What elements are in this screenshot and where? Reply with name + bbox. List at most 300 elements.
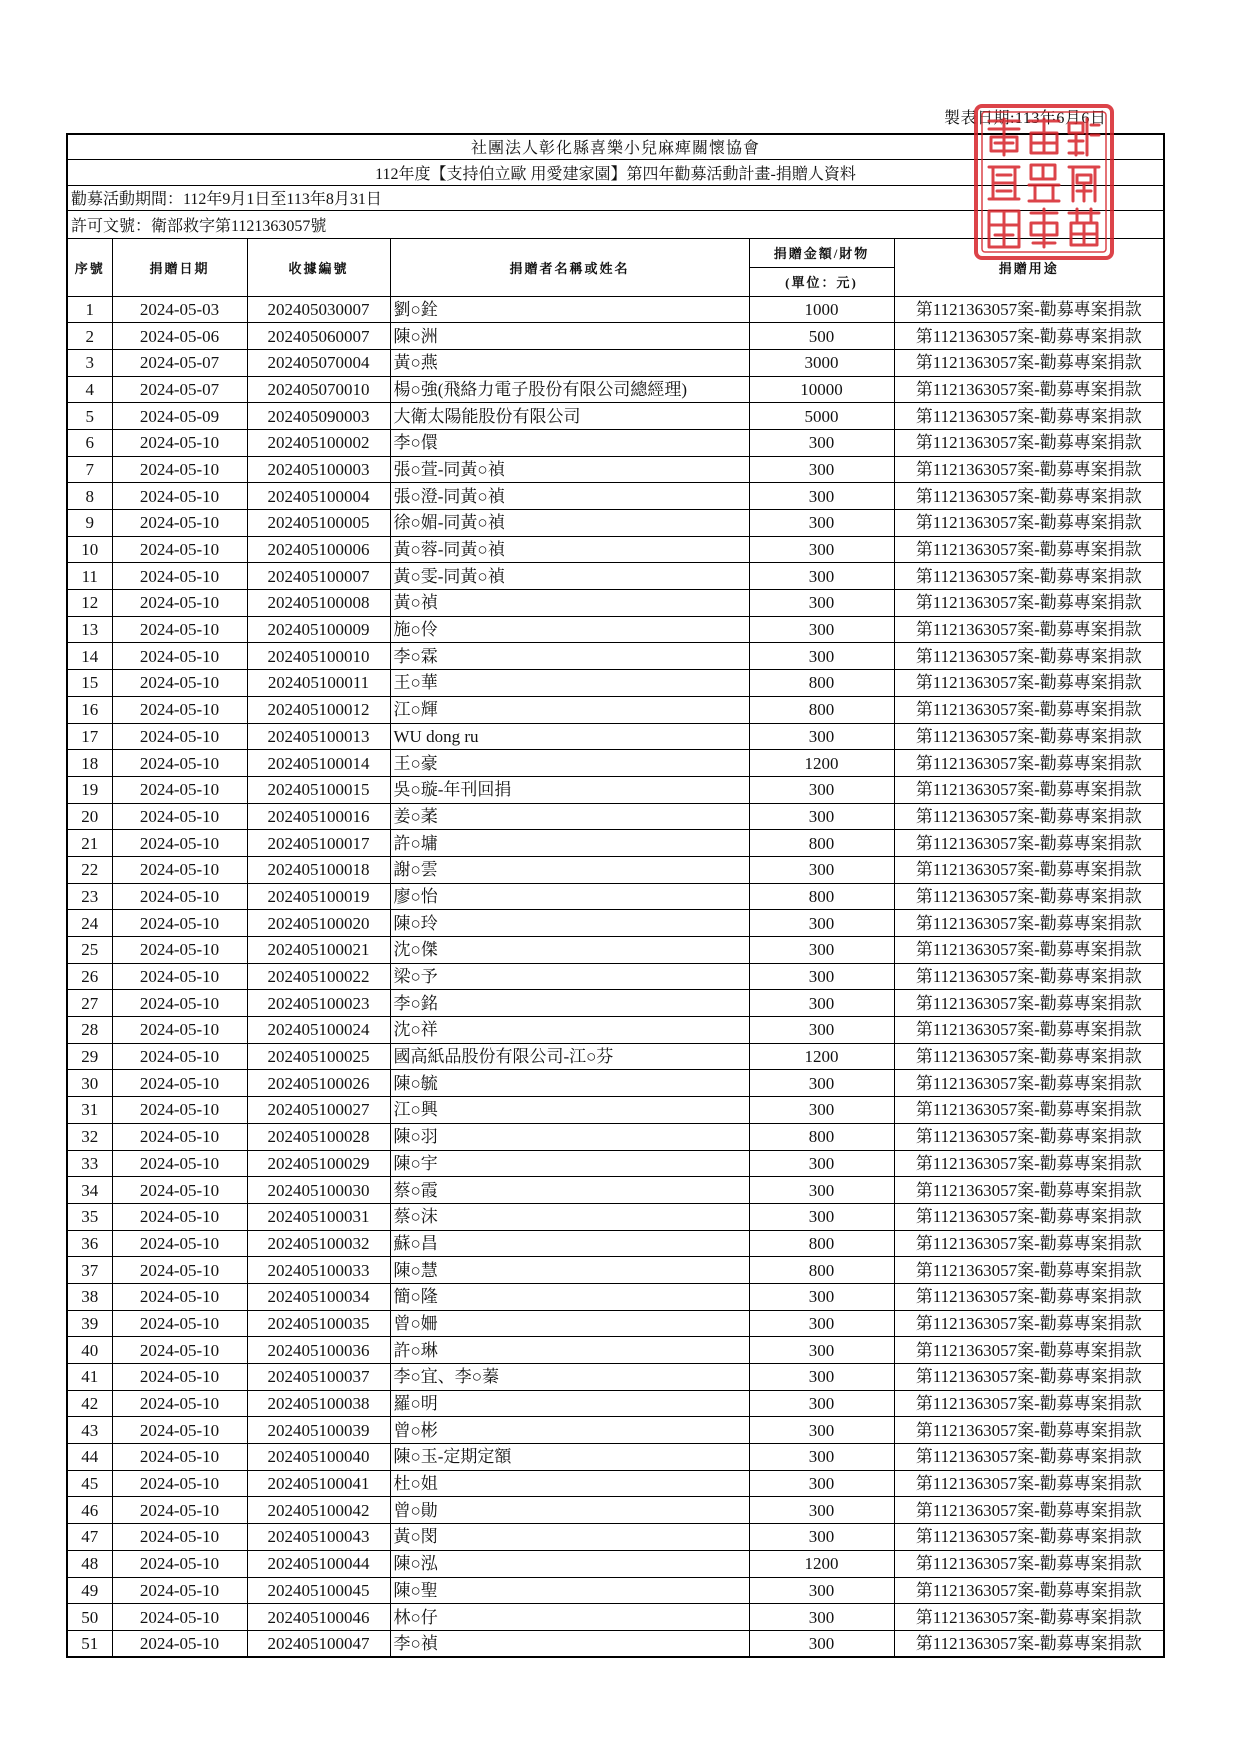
purpose-cell: 第1121363057案-勸募專案捐款 [894, 670, 1164, 697]
amount-cell: 300 [749, 536, 894, 563]
donation-date-cell: 2024-05-10 [112, 1417, 247, 1444]
campaign-period: 勸募活動期間：112年9月1日至113年8月31日 [67, 185, 1164, 210]
purpose-cell: 第1121363057案-勸募專案捐款 [894, 1230, 1164, 1257]
table-row [67, 456, 1164, 483]
donation-date-cell: 2024-05-10 [112, 1630, 247, 1657]
donor-name-cell: 張○澄-同黃○禎 [390, 483, 749, 510]
donation-date-cell: 2024-05-10 [112, 990, 247, 1017]
receipt-number-cell: 202405100022 [247, 963, 390, 990]
donor-name-cell: 陳○洲 [390, 323, 749, 350]
receipt-number-cell: 202405100045 [247, 1577, 390, 1604]
seq-cell: 40 [67, 1337, 112, 1364]
receipt-number-cell: 202405100002 [247, 429, 390, 456]
donor-name-cell: 陳○羽 [390, 1123, 749, 1150]
receipt-number-cell: 202405100015 [247, 776, 390, 803]
seq-cell: 49 [67, 1577, 112, 1604]
donation-date-cell: 2024-05-10 [112, 856, 247, 883]
amount-cell: 300 [749, 1017, 894, 1044]
amount-cell: 300 [749, 910, 894, 937]
purpose-cell: 第1121363057案-勸募專案捐款 [894, 830, 1164, 857]
purpose-cell: 第1121363057案-勸募專案捐款 [894, 616, 1164, 643]
amount-cell: 800 [749, 1230, 894, 1257]
col-header-date: 捐贈日期 [112, 238, 247, 296]
amount-cell: 300 [749, 1177, 894, 1204]
donor-name-cell: 江○興 [390, 1097, 749, 1124]
purpose-cell: 第1121363057案-勸募專案捐款 [894, 1177, 1164, 1204]
amount-cell: 300 [749, 723, 894, 750]
seq-cell: 45 [67, 1470, 112, 1497]
table-row [67, 1177, 1164, 1204]
receipt-number-cell: 202405100014 [247, 750, 390, 777]
seq-cell: 26 [67, 963, 112, 990]
plan-title: 112年度【支持伯立歐 用愛建家園】第四年勸募活動計畫-捐贈人資料 [67, 159, 1164, 185]
donation-date-cell: 2024-05-10 [112, 456, 247, 483]
donation-date-cell: 2024-05-06 [112, 323, 247, 350]
seq-cell: 31 [67, 1097, 112, 1124]
table-row [67, 349, 1164, 376]
seq-cell: 10 [67, 536, 112, 563]
donation-date-cell: 2024-05-10 [112, 1577, 247, 1604]
table-row [67, 1524, 1164, 1551]
seq-cell: 36 [67, 1230, 112, 1257]
table-row [67, 1310, 1164, 1337]
receipt-number-cell: 202405100026 [247, 1070, 390, 1097]
receipt-number-cell: 202405100046 [247, 1604, 390, 1631]
amount-cell: 300 [749, 1070, 894, 1097]
donor-name-cell: 陳○玉-定期定額 [390, 1444, 749, 1471]
seq-cell: 50 [67, 1604, 112, 1631]
amount-cell: 5000 [749, 403, 894, 430]
donor-table [66, 133, 1165, 1658]
donation-date-cell: 2024-05-10 [112, 590, 247, 617]
purpose-cell: 第1121363057案-勸募專案捐款 [894, 803, 1164, 830]
col-header-purpose: 捐贈用途 [894, 238, 1164, 296]
donor-name-cell: 黃○禎 [390, 590, 749, 617]
table-row [67, 696, 1164, 723]
seq-cell: 23 [67, 883, 112, 910]
seq-cell: 27 [67, 990, 112, 1017]
donor-name-cell: 黃○雯-同黃○禎 [390, 563, 749, 590]
donation-date-cell: 2024-05-10 [112, 1070, 247, 1097]
table-row [67, 776, 1164, 803]
donation-date-cell: 2024-05-07 [112, 376, 247, 403]
seq-cell: 7 [67, 456, 112, 483]
donation-date-cell: 2024-05-10 [112, 483, 247, 510]
receipt-number-cell: 202405100036 [247, 1337, 390, 1364]
purpose-cell: 第1121363057案-勸募專案捐款 [894, 856, 1164, 883]
seq-cell: 47 [67, 1524, 112, 1551]
purpose-cell: 第1121363057案-勸募專案捐款 [894, 483, 1164, 510]
donor-name-cell: 許○琳 [390, 1337, 749, 1364]
receipt-number-cell: 202405070010 [247, 376, 390, 403]
amount-cell: 300 [749, 1497, 894, 1524]
amount-cell: 300 [749, 1310, 894, 1337]
seq-cell: 15 [67, 670, 112, 697]
amount-cell: 3000 [749, 349, 894, 376]
purpose-cell: 第1121363057案-勸募專案捐款 [894, 1150, 1164, 1177]
amount-cell: 300 [749, 1444, 894, 1471]
print-date: 製表日期:113年6月6日 [944, 110, 1107, 127]
amount-cell: 1000 [749, 296, 894, 323]
seq-cell: 3 [67, 349, 112, 376]
table-row [67, 483, 1164, 510]
receipt-number-cell: 202405100017 [247, 830, 390, 857]
col-header-amount: 捐贈金額/財物 [749, 238, 894, 267]
receipt-number-cell: 202405070004 [247, 349, 390, 376]
donor-name-cell: 李○宜、李○蓁 [390, 1364, 749, 1391]
donation-date-cell: 2024-05-10 [112, 1604, 247, 1631]
donation-date-cell: 2024-05-10 [112, 723, 247, 750]
purpose-cell: 第1121363057案-勸募專案捐款 [894, 376, 1164, 403]
seq-cell: 16 [67, 696, 112, 723]
receipt-number-cell: 202405100044 [247, 1550, 390, 1577]
table-row [67, 670, 1164, 697]
donation-date-cell: 2024-05-10 [112, 643, 247, 670]
purpose-cell: 第1121363057案-勸募專案捐款 [894, 349, 1164, 376]
amount-cell: 300 [749, 1337, 894, 1364]
donor-name-cell: 曾○彬 [390, 1417, 749, 1444]
donor-name-cell: 陳○毓 [390, 1070, 749, 1097]
seq-cell: 20 [67, 803, 112, 830]
table-row [67, 1337, 1164, 1364]
receipt-number-cell: 202405100031 [247, 1203, 390, 1230]
donor-name-cell: 徐○媚-同黃○禎 [390, 510, 749, 537]
seq-cell: 11 [67, 563, 112, 590]
donation-date-cell: 2024-05-10 [112, 563, 247, 590]
receipt-number-cell: 202405100004 [247, 483, 390, 510]
seq-cell: 39 [67, 1310, 112, 1337]
donor-name-cell: WU dong ru [390, 723, 749, 750]
donation-date-cell: 2024-05-10 [112, 937, 247, 964]
seq-cell: 22 [67, 856, 112, 883]
table-row [67, 1630, 1164, 1657]
donor-name-cell: 王○豪 [390, 750, 749, 777]
seq-cell: 32 [67, 1123, 112, 1150]
amount-cell: 800 [749, 830, 894, 857]
seq-cell: 19 [67, 776, 112, 803]
donation-date-cell: 2024-05-10 [112, 1097, 247, 1124]
donation-date-cell: 2024-05-10 [112, 1337, 247, 1364]
receipt-number-cell: 202405100005 [247, 510, 390, 537]
table-row [67, 990, 1164, 1017]
amount-cell: 300 [749, 1150, 894, 1177]
purpose-cell: 第1121363057案-勸募專案捐款 [894, 776, 1164, 803]
seq-cell: 48 [67, 1550, 112, 1577]
donation-date-cell: 2024-05-10 [112, 696, 247, 723]
purpose-cell: 第1121363057案-勸募專案捐款 [894, 1390, 1164, 1417]
amount-cell: 300 [749, 1417, 894, 1444]
seq-cell: 17 [67, 723, 112, 750]
col-header-amount-unit: (單位：元) [749, 267, 894, 296]
purpose-cell: 第1121363057案-勸募專案捐款 [894, 1283, 1164, 1310]
seq-cell: 21 [67, 830, 112, 857]
donation-date-cell: 2024-05-10 [112, 1524, 247, 1551]
donation-date-cell: 2024-05-10 [112, 536, 247, 563]
seq-cell: 2 [67, 323, 112, 350]
amount-cell: 300 [749, 990, 894, 1017]
donation-date-cell: 2024-05-10 [112, 963, 247, 990]
donor-name-cell: 黃○蓉-同黃○禎 [390, 536, 749, 563]
donation-date-cell: 2024-05-10 [112, 803, 247, 830]
table-row [67, 1043, 1164, 1070]
col-header-seq: 序號 [67, 238, 112, 296]
purpose-cell: 第1121363057案-勸募專案捐款 [894, 1604, 1164, 1631]
donor-name-cell: 陳○聖 [390, 1577, 749, 1604]
donation-date-cell: 2024-05-10 [112, 616, 247, 643]
purpose-cell: 第1121363057案-勸募專案捐款 [894, 883, 1164, 910]
donation-date-cell: 2024-05-10 [112, 750, 247, 777]
donor-name-cell: 劉○銓 [390, 296, 749, 323]
donation-date-cell: 2024-05-10 [112, 1257, 247, 1284]
donation-date-cell: 2024-05-10 [112, 1550, 247, 1577]
seq-cell: 25 [67, 937, 112, 964]
receipt-number-cell: 202405100003 [247, 456, 390, 483]
amount-cell: 300 [749, 616, 894, 643]
table-row [67, 723, 1164, 750]
receipt-number-cell: 202405100030 [247, 1177, 390, 1204]
table-row [67, 1283, 1164, 1310]
table-row [67, 1257, 1164, 1284]
amount-cell: 1200 [749, 1550, 894, 1577]
donor-name-cell: 杜○姐 [390, 1470, 749, 1497]
amount-cell: 300 [749, 456, 894, 483]
donor-name-cell: 曾○勛 [390, 1497, 749, 1524]
donation-date-cell: 2024-05-10 [112, 776, 247, 803]
table-row [67, 1604, 1164, 1631]
purpose-cell: 第1121363057案-勸募專案捐款 [894, 403, 1164, 430]
table-row [67, 1444, 1164, 1471]
receipt-number-cell: 202405100043 [247, 1524, 390, 1551]
receipt-number-cell: 202405100039 [247, 1417, 390, 1444]
purpose-cell: 第1121363057案-勸募專案捐款 [894, 1550, 1164, 1577]
receipt-number-cell: 202405100009 [247, 616, 390, 643]
donor-name-cell: 沈○傑 [390, 937, 749, 964]
donation-date-cell: 2024-05-10 [112, 1310, 247, 1337]
seq-cell: 12 [67, 590, 112, 617]
receipt-number-cell: 202405030007 [247, 296, 390, 323]
amount-cell: 300 [749, 510, 894, 537]
donor-name-cell: 陳○慧 [390, 1257, 749, 1284]
seq-cell: 44 [67, 1444, 112, 1471]
receipt-number-cell: 202405100033 [247, 1257, 390, 1284]
amount-cell: 300 [749, 1604, 894, 1631]
purpose-cell: 第1121363057案-勸募專案捐款 [894, 1257, 1164, 1284]
table-row [67, 1470, 1164, 1497]
donor-name-cell: 陳○玲 [390, 910, 749, 937]
receipt-number-cell: 202405100018 [247, 856, 390, 883]
receipt-number-cell: 202405100041 [247, 1470, 390, 1497]
purpose-cell: 第1121363057案-勸募專案捐款 [894, 323, 1164, 350]
purpose-cell: 第1121363057案-勸募專案捐款 [894, 510, 1164, 537]
donation-date-cell: 2024-05-07 [112, 349, 247, 376]
donor-name-cell: 李○霖 [390, 643, 749, 670]
amount-cell: 300 [749, 1577, 894, 1604]
receipt-number-cell: 202405100020 [247, 910, 390, 937]
donor-name-cell: 林○仔 [390, 1604, 749, 1631]
receipt-number-cell: 202405100019 [247, 883, 390, 910]
receipt-number-cell: 202405100032 [247, 1230, 390, 1257]
donor-name-cell: 簡○隆 [390, 1283, 749, 1310]
table-row [67, 376, 1164, 403]
col-header-donor: 捐贈者名稱或姓名 [390, 238, 749, 296]
donation-date-cell: 2024-05-10 [112, 883, 247, 910]
table-row [67, 1364, 1164, 1391]
donor-name-cell: 羅○明 [390, 1390, 749, 1417]
table-row [67, 1070, 1164, 1097]
donor-name-cell: 楊○強(飛絡力電子股份有限公司總經理) [390, 376, 749, 403]
receipt-number-cell: 202405100028 [247, 1123, 390, 1150]
amount-cell: 300 [749, 1470, 894, 1497]
receipt-number-cell: 202405100008 [247, 590, 390, 617]
receipt-number-cell: 202405100023 [247, 990, 390, 1017]
amount-cell: 300 [749, 776, 894, 803]
amount-cell: 300 [749, 483, 894, 510]
purpose-cell: 第1121363057案-勸募專案捐款 [894, 1524, 1164, 1551]
purpose-cell: 第1121363057案-勸募專案捐款 [894, 1630, 1164, 1657]
amount-cell: 300 [749, 429, 894, 456]
amount-cell: 300 [749, 1283, 894, 1310]
donor-name-cell: 吳○璇-年刊回捐 [390, 776, 749, 803]
table-row [67, 1150, 1164, 1177]
donation-date-cell: 2024-05-10 [112, 1230, 247, 1257]
seq-cell: 29 [67, 1043, 112, 1070]
donor-name-cell: 施○伶 [390, 616, 749, 643]
amount-cell: 800 [749, 883, 894, 910]
seq-cell: 30 [67, 1070, 112, 1097]
amount-cell: 1200 [749, 750, 894, 777]
donor-name-cell: 梁○予 [390, 963, 749, 990]
donor-name-cell: 沈○祥 [390, 1017, 749, 1044]
official-seal-stamp [973, 103, 1115, 261]
donor-name-cell: 李○銘 [390, 990, 749, 1017]
donation-date-cell: 2024-05-10 [112, 830, 247, 857]
receipt-number-cell: 202405100007 [247, 563, 390, 590]
purpose-cell: 第1121363057案-勸募專案捐款 [894, 1097, 1164, 1124]
table-row [67, 750, 1164, 777]
donor-name-cell: 謝○雲 [390, 856, 749, 883]
table-row [67, 616, 1164, 643]
seq-cell: 34 [67, 1177, 112, 1204]
receipt-number-cell: 202405100035 [247, 1310, 390, 1337]
amount-cell: 300 [749, 1364, 894, 1391]
table-row [67, 590, 1164, 617]
amount-cell: 300 [749, 963, 894, 990]
donor-name-cell: 蔡○沫 [390, 1203, 749, 1230]
purpose-cell: 第1121363057案-勸募專案捐款 [894, 1123, 1164, 1150]
seq-cell: 51 [67, 1630, 112, 1657]
amount-cell: 800 [749, 696, 894, 723]
table-row [67, 856, 1164, 883]
receipt-number-cell: 202405100042 [247, 1497, 390, 1524]
amount-cell: 1200 [749, 1043, 894, 1070]
purpose-cell: 第1121363057案-勸募專案捐款 [894, 296, 1164, 323]
amount-cell: 300 [749, 937, 894, 964]
receipt-number-cell: 202405100029 [247, 1150, 390, 1177]
receipt-number-cell: 202405090003 [247, 403, 390, 430]
seq-cell: 41 [67, 1364, 112, 1391]
donation-date-cell: 2024-05-10 [112, 1470, 247, 1497]
purpose-cell: 第1121363057案-勸募專案捐款 [894, 910, 1164, 937]
donation-date-cell: 2024-05-09 [112, 403, 247, 430]
donor-name-cell: 曾○姍 [390, 1310, 749, 1337]
seq-cell: 14 [67, 643, 112, 670]
seq-cell: 38 [67, 1283, 112, 1310]
donation-date-cell: 2024-05-03 [112, 296, 247, 323]
seq-cell: 1 [67, 296, 112, 323]
donation-date-cell: 2024-05-10 [112, 910, 247, 937]
amount-cell: 10000 [749, 376, 894, 403]
purpose-cell: 第1121363057案-勸募專案捐款 [894, 536, 1164, 563]
seq-cell: 42 [67, 1390, 112, 1417]
table-row [67, 1390, 1164, 1417]
seq-cell: 24 [67, 910, 112, 937]
donor-name-cell: 陳○宇 [390, 1150, 749, 1177]
purpose-cell: 第1121363057案-勸募專案捐款 [894, 563, 1164, 590]
donor-name-cell: 黃○閔 [390, 1524, 749, 1551]
donor-name-cell: 黃○燕 [390, 349, 749, 376]
table-row [67, 323, 1164, 350]
table-row [67, 1123, 1164, 1150]
table-row [67, 883, 1164, 910]
donation-date-cell: 2024-05-10 [112, 1444, 247, 1471]
purpose-cell: 第1121363057案-勸募專案捐款 [894, 1203, 1164, 1230]
receipt-number-cell: 202405100025 [247, 1043, 390, 1070]
seq-cell: 43 [67, 1417, 112, 1444]
table-row [67, 1230, 1164, 1257]
table-row [67, 403, 1164, 430]
receipt-number-cell: 202405100034 [247, 1283, 390, 1310]
purpose-cell: 第1121363057案-勸募專案捐款 [894, 696, 1164, 723]
amount-cell: 800 [749, 1257, 894, 1284]
purpose-cell: 第1121363057案-勸募專案捐款 [894, 1577, 1164, 1604]
amount-cell: 800 [749, 670, 894, 697]
table-row [67, 1577, 1164, 1604]
donation-date-cell: 2024-05-10 [112, 510, 247, 537]
receipt-number-cell: 202405100037 [247, 1364, 390, 1391]
donation-date-cell: 2024-05-10 [112, 1203, 247, 1230]
table-row [67, 1203, 1164, 1230]
receipt-number-cell: 202405100010 [247, 643, 390, 670]
seq-cell: 37 [67, 1257, 112, 1284]
amount-cell: 800 [749, 1123, 894, 1150]
receipt-number-cell: 202405100047 [247, 1630, 390, 1657]
donation-date-cell: 2024-05-10 [112, 429, 247, 456]
purpose-cell: 第1121363057案-勸募專案捐款 [894, 1017, 1164, 1044]
seq-cell: 28 [67, 1017, 112, 1044]
donation-date-cell: 2024-05-10 [112, 1150, 247, 1177]
table-row [67, 536, 1164, 563]
seq-cell: 4 [67, 376, 112, 403]
receipt-number-cell: 202405100012 [247, 696, 390, 723]
purpose-cell: 第1121363057案-勸募專案捐款 [894, 963, 1164, 990]
table-row [67, 910, 1164, 937]
receipt-number-cell: 202405100016 [247, 803, 390, 830]
purpose-cell: 第1121363057案-勸募專案捐款 [894, 590, 1164, 617]
receipt-number-cell: 202405100038 [247, 1390, 390, 1417]
donor-name-cell: 蔡○霞 [390, 1177, 749, 1204]
seq-cell: 6 [67, 429, 112, 456]
receipt-number-cell: 202405100040 [247, 1444, 390, 1471]
seq-cell: 35 [67, 1203, 112, 1230]
seq-cell: 8 [67, 483, 112, 510]
table-row [67, 429, 1164, 456]
table-row [67, 963, 1164, 990]
donation-date-cell: 2024-05-10 [112, 1283, 247, 1310]
table-row [67, 1497, 1164, 1524]
donor-name-cell: 許○墉 [390, 830, 749, 857]
amount-cell: 300 [749, 1630, 894, 1657]
purpose-cell: 第1121363057案-勸募專案捐款 [894, 429, 1164, 456]
